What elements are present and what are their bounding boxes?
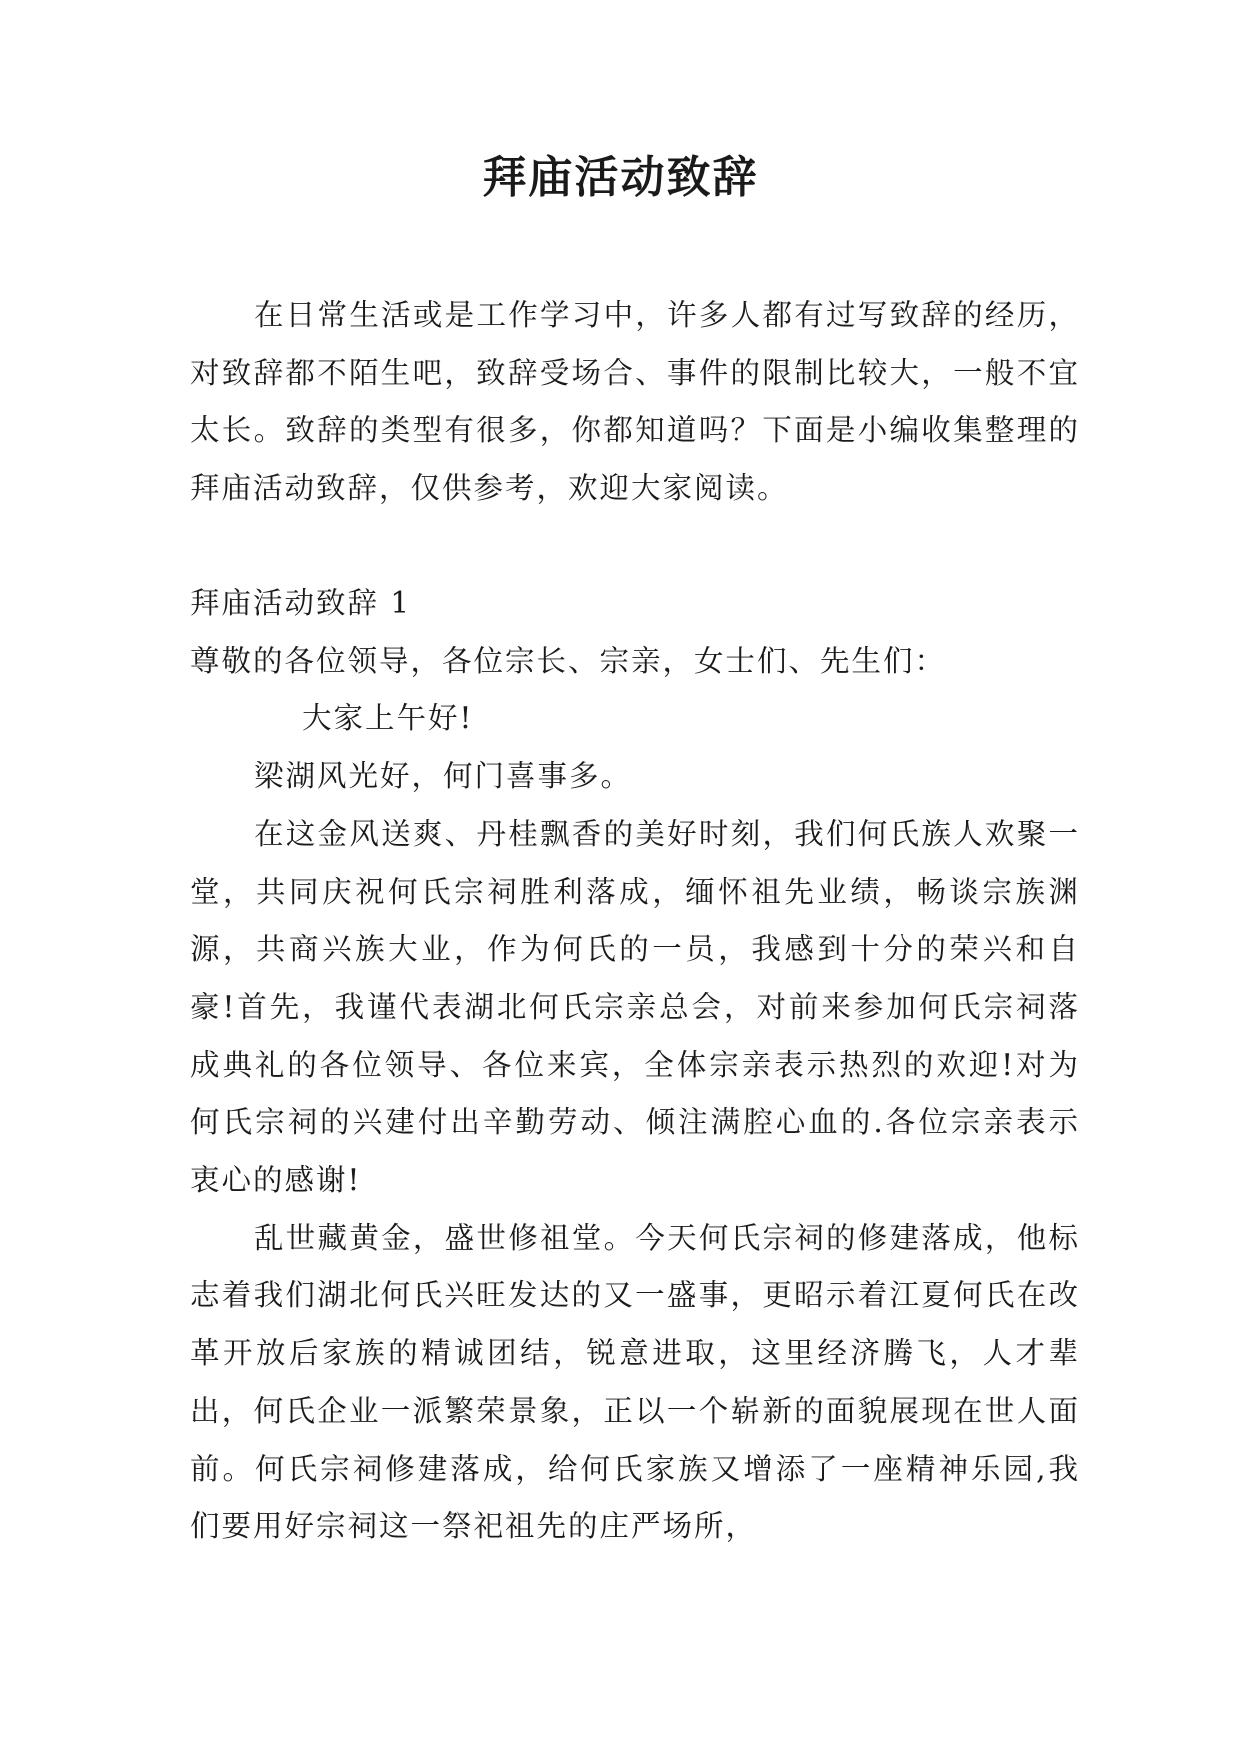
section-heading: 拜庙活动致辞 1 [190, 586, 412, 620]
intro-paragraph: 在日常生活或是工作学习中，许多人都有过写致辞的经历，对致辞都不陌生吧，致辞受场合、事件的限制比较大，一般不宜太长。致辞的类型有很多，你都知道吗？下面是小编收集整理的拜庙活动致辞，仅供参考，欢迎大家阅读。 [190, 298, 1080, 506]
greeting: 大家上午好! [302, 701, 474, 736]
speech-paragraph: 在这金风送爽、丹桂飘香的美好时刻，我们何氏族人欢聚一堂，共同庆祝何氏宗祠胜利落成，缅怀祖先业绩，畅谈宗族渊源，共商兴族大业，作为何氏的一员，我感到十分的荣兴和自豪!首先，我谨代表湖北何氏宗亲总会，对前来参加何氏宗祠落成典礼的各位领导、各位来宾，全体宗亲表示热烈的欢迎!对为何氏宗祠的兴建付出辛勤劳动、倾注满腔心血的.各位宗亲表示衷心的感谢! [190, 816, 1080, 1198]
salutation: 尊敬的各位领导，各位宗长、宗亲，女士们、先生们： [190, 643, 947, 678]
document-title: 拜庙活动致辞 [482, 152, 759, 203]
speech-paragraph: 乱世藏黄金，盛世修祖堂。今天何氏宗祠的修建落成，他标志着我们湖北何氏兴旺发达的又一盛事，更昭示着江夏何氏在改革开放后家族的精诚团结，锐意进取，这里经济腾飞，人才辈出，何氏企业一派繁荣景象，正以一个崭新的面貌展现在世人面前。何氏宗祠修建落成，给何氏家族又增添了一座精神乐园,我们要用好宗祠这一祭祀祖先的庄严场所， [190, 1220, 1080, 1544]
speech-body [190, 575, 1080, 1556]
intro-block [190, 287, 1080, 518]
speech-paragraph: 梁湖风光好，何门喜事多。 [254, 759, 633, 794]
